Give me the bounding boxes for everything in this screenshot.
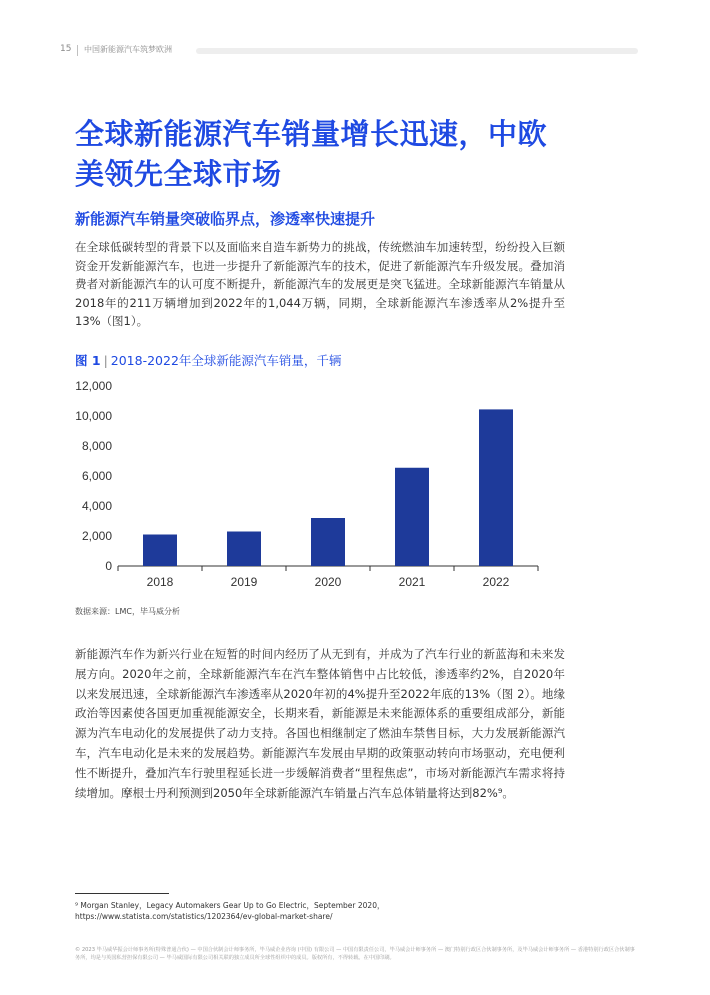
bar	[395, 468, 429, 566]
y-tick-label: 2,000	[81, 529, 112, 543]
y-tick-label: 6,000	[81, 469, 112, 483]
bar	[227, 532, 261, 567]
page-number: 15	[60, 44, 72, 54]
figure-caption-text: 2018-2022年全球新能源汽车销量，千辆	[110, 353, 342, 368]
figure-separator: |	[103, 353, 108, 368]
x-tick-label: 2021	[398, 575, 426, 589]
figure-source: 数据来源：LMC，毕马威分析	[75, 607, 180, 616]
page-header	[60, 44, 638, 58]
legal-notice: © 2023 毕马威华振会计师事务所(特殊普通合伙) — 中国合伙制会计师事务所，毕马威企业咨询 (中国) 有限公司 — 中国有限责任公司，毕马威会计师事务所 — 澳门特别行政区合伙制事务所，及毕马威会计师事务所 — 香港特别行政区合伙制事务所，均是与英国私营担保有限公司 — 毕马威国际有限公司相关联的独立成员所全球性组织中的成员。版权所有，不得转载。在中国印刷。	[75, 947, 635, 962]
bar-chart	[70, 372, 550, 602]
page-title: 全球新能源汽车销量增长迅速，中欧美领先全球市场	[75, 117, 548, 191]
bar	[143, 535, 177, 567]
footnote-divider	[75, 893, 169, 894]
figure-caption	[75, 351, 341, 369]
intro-paragraph: 在全球低碳转型的背景下以及面临来自造车新势力的挑战，传统燃油车加速转型，纷纷投入巨额资金开发新能源汽车，也进一步提升了新能源汽车的技术，促进了新能源汽车升级发展。叠加消费者对新能源汽车的认可度不断提升，新能源汽车的发展更是突飞猛进。全球新能源汽车销量从2018年的211万辆增加到2022年的1,044万辆，同期，全球新能源汽车渗透率从2%提升至13%（图1）。	[75, 240, 565, 329]
footnote-citation: ⁹ Morgan Stanley，Legacy Automakers Gear Up to Go Electric，September 2020，	[75, 901, 385, 910]
bar	[479, 409, 513, 566]
bar	[311, 518, 345, 566]
y-tick-label: 4,000	[81, 499, 112, 513]
x-tick-label: 2022	[482, 575, 510, 589]
footnote-url: https://www.statista.com/statistics/1202364/ev-global-market-share/	[75, 912, 333, 921]
figure-label: 图 1	[75, 353, 101, 368]
x-tick-label: 2019	[230, 575, 258, 589]
x-tick-label: 2020	[314, 575, 342, 589]
header-rule	[196, 48, 638, 54]
y-tick-label: 10,000	[75, 409, 112, 423]
y-tick-label: 0	[105, 559, 112, 573]
footnote	[75, 900, 384, 922]
y-tick-label: 8,000	[81, 439, 112, 453]
x-tick-label: 2018	[146, 575, 174, 589]
section-subtitle: 新能源汽车销量突破临界点，渗透率快速提升	[75, 210, 376, 228]
body-paragraph: 新能源汽车作为新兴行业在短暂的时间内经历了从无到有，并成为了汽车行业的新蓝海和未来发展方向。2020年之前，全球新能源汽车在汽车整体销售中占比较低，渗透率约2%，自2020年以来发展迅速，全球新能源汽车渗透率从2020年初的4%提升至2022年底的13%（图 2）。地缘政治等因素使各国更加重视能源安全，长期来看，新能源是未来能源体系的重要组成部分，新能源为汽车电动化的发展提供了动力支持。各国也相继制定了燃油车禁售目标，大力发展新能源汽车，汽车电动化是未来的发展趋势。新能源汽车发展由早期的政策驱动转向市场驱动，充电便利性不断提升，叠加汽车行驶里程延长进一步缓解消费者“里程焦虑”，市场对新能源汽车需求将持续增加。摩根士丹利预测到2050年全球新能源汽车销量占汽车总体销量将达到82%⁹。	[75, 647, 565, 800]
header-divider	[77, 45, 78, 56]
header-title: 中国新能源汽车筑梦欧洲	[84, 45, 172, 54]
y-tick-label: 12,000	[75, 379, 112, 393]
